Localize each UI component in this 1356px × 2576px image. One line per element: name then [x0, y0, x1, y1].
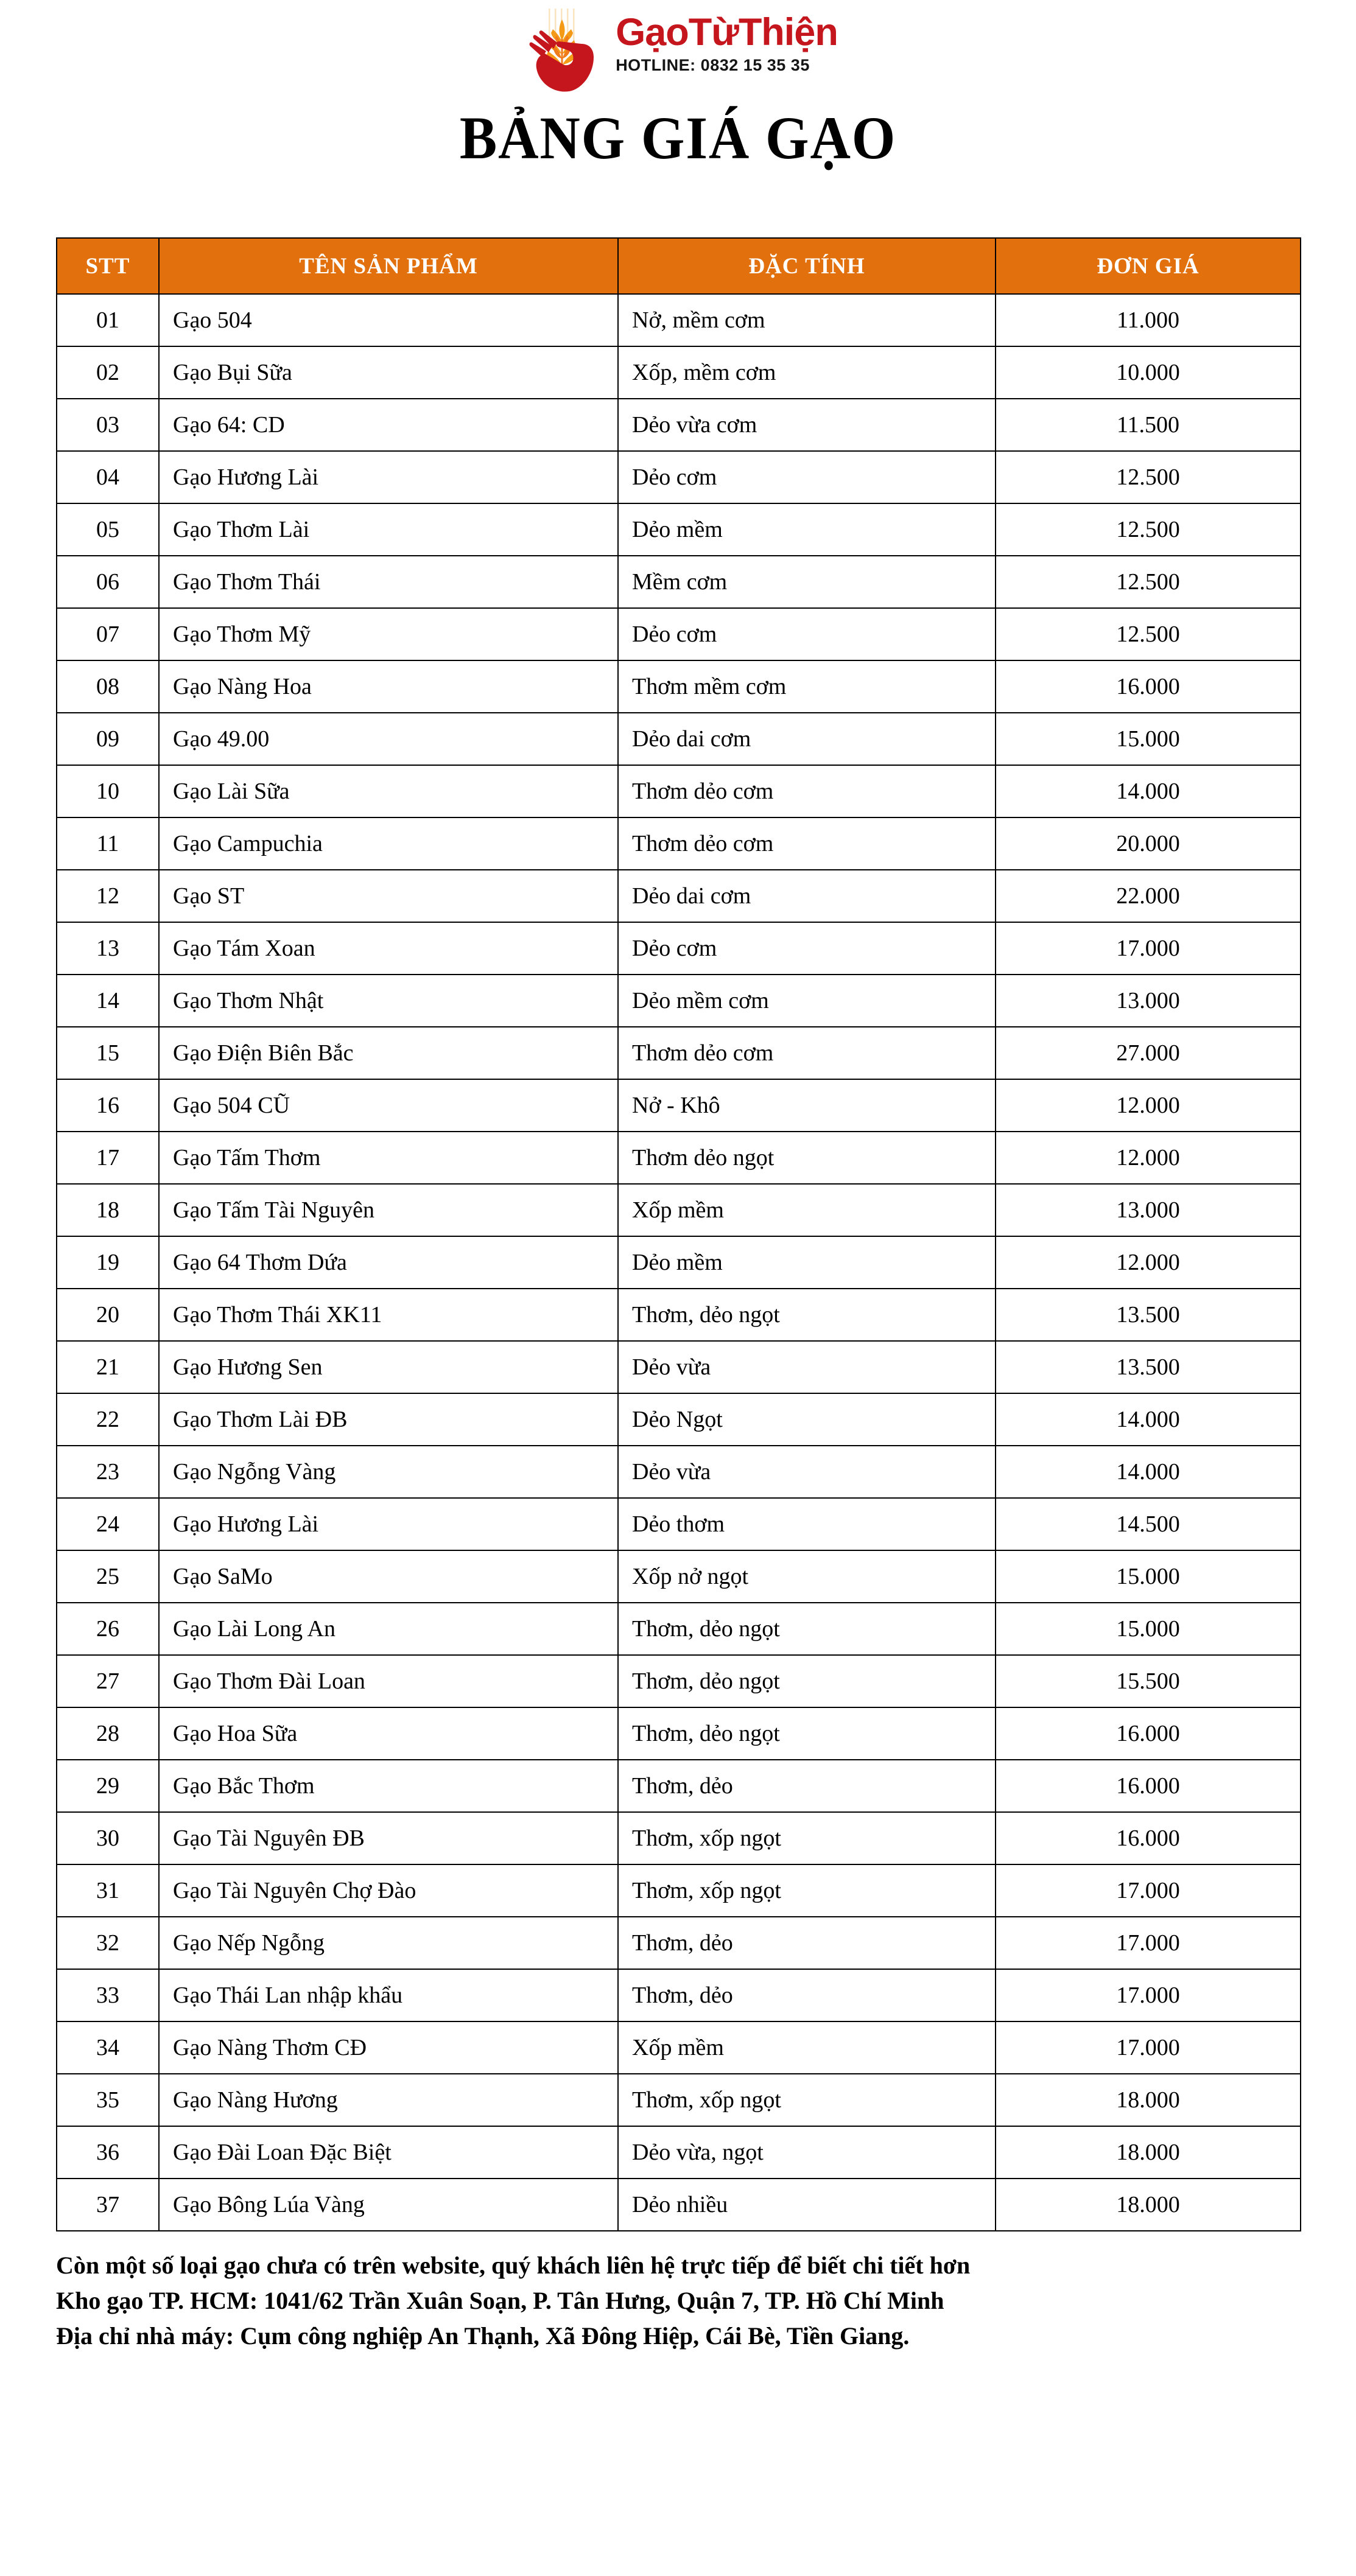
- rice-price-table: [56, 237, 1301, 2231]
- product-name: Gạo Nàng Hoa: [159, 660, 618, 713]
- footer-factory-address: Địa chỉ nhà máy: Cụm công nghiệp An Thạnh, Xã Đông Hiệp, Cái Bè, Tiền Giang.: [56, 2322, 910, 2350]
- product-name: Gạo Lài Sữa: [159, 765, 618, 817]
- row-index: 09: [57, 713, 159, 765]
- table-row: [57, 660, 1301, 713]
- table-row: [57, 1393, 1301, 1446]
- product-price: 15.500: [996, 1655, 1301, 1707]
- table-row: [57, 2021, 1301, 2074]
- product-name: Gạo Thơm Lài ĐB: [159, 1393, 618, 1446]
- product-attribute: Dẻo mềm: [618, 503, 996, 556]
- product-name: Gạo Tám Xoan: [159, 922, 618, 975]
- row-index: 12: [57, 870, 159, 922]
- product-price: 17.000: [996, 922, 1301, 975]
- table-row: [57, 1864, 1301, 1917]
- table-row: [57, 1498, 1301, 1550]
- product-name: Gạo 504 CŨ: [159, 1079, 618, 1132]
- product-attribute: Dẻo mềm cơm: [618, 975, 996, 1027]
- table-row: [57, 346, 1301, 399]
- product-price: 13.000: [996, 975, 1301, 1027]
- brand-header: [0, 0, 1356, 94]
- row-index: 04: [57, 451, 159, 503]
- row-index: 15: [57, 1027, 159, 1079]
- table-row: [57, 1236, 1301, 1289]
- product-name: Gạo Thơm Mỹ: [159, 608, 618, 660]
- product-price: 12.500: [996, 451, 1301, 503]
- product-attribute: Xốp, mềm cơm: [618, 346, 996, 399]
- product-name: Gạo Bắc Thơm: [159, 1760, 618, 1812]
- row-index: 21: [57, 1341, 159, 1393]
- row-index: 34: [57, 2021, 159, 2074]
- product-attribute: Dẻo thơm: [618, 1498, 996, 1550]
- table-row: [57, 1027, 1301, 1079]
- product-price: 15.000: [996, 1550, 1301, 1603]
- product-name: Gạo 64: CD: [159, 399, 618, 451]
- product-price: 14.500: [996, 1498, 1301, 1550]
- product-attribute: Dẻo cơm: [618, 922, 996, 975]
- product-attribute: Dẻo nhiều: [618, 2179, 996, 2231]
- hand-holding-rice-stalk-icon: [518, 9, 609, 94]
- table-row: [57, 1655, 1301, 1707]
- product-name: Gạo Thơm Thái XK11: [159, 1289, 618, 1341]
- row-index: 31: [57, 1864, 159, 1917]
- table-row: [57, 2126, 1301, 2179]
- product-price: 12.000: [996, 1236, 1301, 1289]
- table-row: [57, 1184, 1301, 1236]
- table-body: [57, 294, 1301, 2231]
- row-index: 28: [57, 1707, 159, 1760]
- table-row: [57, 817, 1301, 870]
- row-index: 10: [57, 765, 159, 817]
- product-price: 13.500: [996, 1289, 1301, 1341]
- product-price: 12.500: [996, 608, 1301, 660]
- column-header-attr: ĐẶC TÍNH: [618, 238, 996, 294]
- product-name: Gạo Thơm Nhật: [159, 975, 618, 1027]
- row-index: 22: [57, 1393, 159, 1446]
- product-name: Gạo Thơm Thái: [159, 556, 618, 608]
- row-index: 30: [57, 1812, 159, 1864]
- column-header-price: ĐƠN GIÁ: [996, 238, 1301, 294]
- table-row: [57, 556, 1301, 608]
- product-price: 27.000: [996, 1027, 1301, 1079]
- product-price: 18.000: [996, 2179, 1301, 2231]
- row-index: 35: [57, 2074, 159, 2126]
- row-index: 32: [57, 1917, 159, 1969]
- product-price: 11.500: [996, 399, 1301, 451]
- price-table-container: [56, 237, 1300, 2231]
- column-header-name: TÊN SẢN PHẨM: [159, 238, 618, 294]
- product-attribute: Thơm, dẻo: [618, 1969, 996, 2021]
- table-row: [57, 975, 1301, 1027]
- product-price: 11.000: [996, 294, 1301, 346]
- product-price: 12.500: [996, 556, 1301, 608]
- table-row: [57, 2074, 1301, 2126]
- product-price: 18.000: [996, 2126, 1301, 2179]
- product-attribute: Thơm, dẻo: [618, 1760, 996, 1812]
- table-row: [57, 870, 1301, 922]
- product-price: 17.000: [996, 2021, 1301, 2074]
- product-name: Gạo Ngỗng Vàng: [159, 1446, 618, 1498]
- row-index: 06: [57, 556, 159, 608]
- product-price: 16.000: [996, 660, 1301, 713]
- product-price: 16.000: [996, 1707, 1301, 1760]
- product-price: 14.000: [996, 765, 1301, 817]
- product-attribute: Nở - Khô: [618, 1079, 996, 1132]
- table-row: [57, 1969, 1301, 2021]
- product-attribute: Mềm cơm: [618, 556, 996, 608]
- row-index: 17: [57, 1132, 159, 1184]
- table-row: [57, 1917, 1301, 1969]
- product-attribute: Dẻo mềm: [618, 1236, 996, 1289]
- footer-notes: [56, 2249, 1310, 2355]
- product-price: 18.000: [996, 2074, 1301, 2126]
- row-index: 07: [57, 608, 159, 660]
- row-index: 37: [57, 2179, 159, 2231]
- footer-note-availability: Còn một số loại gạo chưa có trên website, quý khách liên hệ trực tiếp để biết chi tiết hơn: [56, 2252, 971, 2279]
- column-header-stt: STT: [57, 238, 159, 294]
- row-index: 16: [57, 1079, 159, 1132]
- product-attribute: Thơm dẻo ngọt: [618, 1132, 996, 1184]
- product-price: 17.000: [996, 1864, 1301, 1917]
- product-price: 15.000: [996, 1603, 1301, 1655]
- table-header-row: [57, 238, 1301, 294]
- table-row: [57, 1446, 1301, 1498]
- product-name: Gạo Bông Lúa Vàng: [159, 2179, 618, 2231]
- product-name: Gạo Thái Lan nhập khẩu: [159, 1969, 618, 2021]
- table-row: [57, 1603, 1301, 1655]
- product-price: 14.000: [996, 1446, 1301, 1498]
- product-price: 14.000: [996, 1393, 1301, 1446]
- product-price: 16.000: [996, 1812, 1301, 1864]
- table-row: [57, 608, 1301, 660]
- table-row: [57, 503, 1301, 556]
- row-index: 19: [57, 1236, 159, 1289]
- product-price: 17.000: [996, 1969, 1301, 2021]
- product-attribute: Dẻo Ngọt: [618, 1393, 996, 1446]
- product-name: Gạo Tấm Tài Nguyên: [159, 1184, 618, 1236]
- product-attribute: Xốp mềm: [618, 1184, 996, 1236]
- product-attribute: Dẻo dai cơm: [618, 870, 996, 922]
- product-name: Gạo Điện Biên Bắc: [159, 1027, 618, 1079]
- row-index: 25: [57, 1550, 159, 1603]
- table-row: [57, 294, 1301, 346]
- product-attribute: Thơm, dẻo ngọt: [618, 1289, 996, 1341]
- product-name: Gạo Campuchia: [159, 817, 618, 870]
- product-name: Gạo Hương Lài: [159, 1498, 618, 1550]
- product-name: Gạo Hoa Sữa: [159, 1707, 618, 1760]
- product-attribute: Thơm, dẻo ngọt: [618, 1603, 996, 1655]
- product-name: Gạo 64 Thơm Dứa: [159, 1236, 618, 1289]
- table-row: [57, 2179, 1301, 2231]
- product-attribute: Dẻo cơm: [618, 451, 996, 503]
- product-name: Gạo 49.00: [159, 713, 618, 765]
- product-attribute: Nở, mềm cơm: [618, 294, 996, 346]
- product-price: 12.500: [996, 503, 1301, 556]
- product-attribute: Thơm dẻo cơm: [618, 765, 996, 817]
- table-row: [57, 713, 1301, 765]
- row-index: 18: [57, 1184, 159, 1236]
- product-name: Gạo Lài Long An: [159, 1603, 618, 1655]
- footer-warehouse-address: Kho gạo TP. HCM: 1041/62 Trần Xuân Soạn, P. Tân Hưng, Quận 7, TP. Hồ Chí Minh: [56, 2287, 944, 2314]
- product-attribute: Xốp mềm: [618, 2021, 996, 2074]
- product-price: 16.000: [996, 1760, 1301, 1812]
- product-price: 12.000: [996, 1132, 1301, 1184]
- product-attribute: Thơm, dẻo: [618, 1917, 996, 1969]
- product-name: Gạo ST: [159, 870, 618, 922]
- product-attribute: Dẻo vừa: [618, 1446, 996, 1498]
- product-name: Gạo Thơm Lài: [159, 503, 618, 556]
- product-attribute: Dẻo vừa, ngọt: [618, 2126, 996, 2179]
- table-row: [57, 1760, 1301, 1812]
- product-attribute: Dẻo vừa: [618, 1341, 996, 1393]
- product-attribute: Thơm, xốp ngọt: [618, 2074, 996, 2126]
- table-row: [57, 1341, 1301, 1393]
- row-index: 23: [57, 1446, 159, 1498]
- row-index: 14: [57, 975, 159, 1027]
- product-attribute: Dẻo cơm: [618, 608, 996, 660]
- product-attribute: Thơm, dẻo ngọt: [618, 1707, 996, 1760]
- row-index: 36: [57, 2126, 159, 2179]
- row-index: 26: [57, 1603, 159, 1655]
- product-price: 20.000: [996, 817, 1301, 870]
- row-index: 02: [57, 346, 159, 399]
- product-price: 17.000: [996, 1917, 1301, 1969]
- table-row: [57, 1132, 1301, 1184]
- row-index: 20: [57, 1289, 159, 1341]
- product-name: Gạo Tấm Thơm: [159, 1132, 618, 1184]
- product-attribute: Thơm, dẻo ngọt: [618, 1655, 996, 1707]
- row-index: 05: [57, 503, 159, 556]
- product-attribute: Thơm dẻo cơm: [618, 1027, 996, 1079]
- product-price: 13.500: [996, 1341, 1301, 1393]
- product-name: Gạo Hương Lài: [159, 451, 618, 503]
- product-attribute: Dẻo dai cơm: [618, 713, 996, 765]
- row-index: 29: [57, 1760, 159, 1812]
- product-attribute: Xốp nở ngọt: [618, 1550, 996, 1603]
- product-attribute: Thơm, xốp ngọt: [618, 1812, 996, 1864]
- product-name: Gạo Nàng Hương: [159, 2074, 618, 2126]
- product-attribute: Thơm dẻo cơm: [618, 817, 996, 870]
- product-name: Gạo Đài Loan Đặc Biệt: [159, 2126, 618, 2179]
- row-index: 11: [57, 817, 159, 870]
- product-price: 10.000: [996, 346, 1301, 399]
- row-index: 08: [57, 660, 159, 713]
- table-row: [57, 1707, 1301, 1760]
- product-name: Gạo Tài Nguyên Chợ Đào: [159, 1864, 618, 1917]
- table-row: [57, 765, 1301, 817]
- product-attribute: Dẻo vừa cơm: [618, 399, 996, 451]
- product-name: Gạo Nàng Thơm CĐ: [159, 2021, 618, 2074]
- table-row: [57, 399, 1301, 451]
- product-price: 13.000: [996, 1184, 1301, 1236]
- table-row: [57, 1289, 1301, 1341]
- table-row: [57, 922, 1301, 975]
- product-price: 22.000: [996, 870, 1301, 922]
- table-row: [57, 1550, 1301, 1603]
- table-header: [57, 238, 1301, 294]
- product-name: Gạo Thơm Đài Loan: [159, 1655, 618, 1707]
- row-index: 01: [57, 294, 159, 346]
- product-name: Gạo Nếp Ngỗng: [159, 1917, 618, 1969]
- page-title: BẢNG GIÁ GẠO: [459, 104, 897, 172]
- table-row: [57, 1812, 1301, 1864]
- table-row: [57, 451, 1301, 503]
- product-name: Gạo SaMo: [159, 1550, 618, 1603]
- product-attribute: Thơm, xốp ngọt: [618, 1864, 996, 1917]
- row-index: 03: [57, 399, 159, 451]
- product-price: 15.000: [996, 713, 1301, 765]
- product-name: Gạo Bụi Sữa: [159, 346, 618, 399]
- row-index: 33: [57, 1969, 159, 2021]
- table-row: [57, 1079, 1301, 1132]
- product-price: 12.000: [996, 1079, 1301, 1132]
- row-index: 27: [57, 1655, 159, 1707]
- row-index: 13: [57, 922, 159, 975]
- hotline-text: HOTLINE: 0832 15 35 35: [616, 56, 810, 74]
- product-name: Gạo Hương Sen: [159, 1341, 618, 1393]
- brand-name: GạoTừThiện: [616, 11, 838, 54]
- row-index: 24: [57, 1498, 159, 1550]
- product-name: Gạo 504: [159, 294, 618, 346]
- product-attribute: Thơm mềm cơm: [618, 660, 996, 713]
- product-name: Gạo Tài Nguyên ĐB: [159, 1812, 618, 1864]
